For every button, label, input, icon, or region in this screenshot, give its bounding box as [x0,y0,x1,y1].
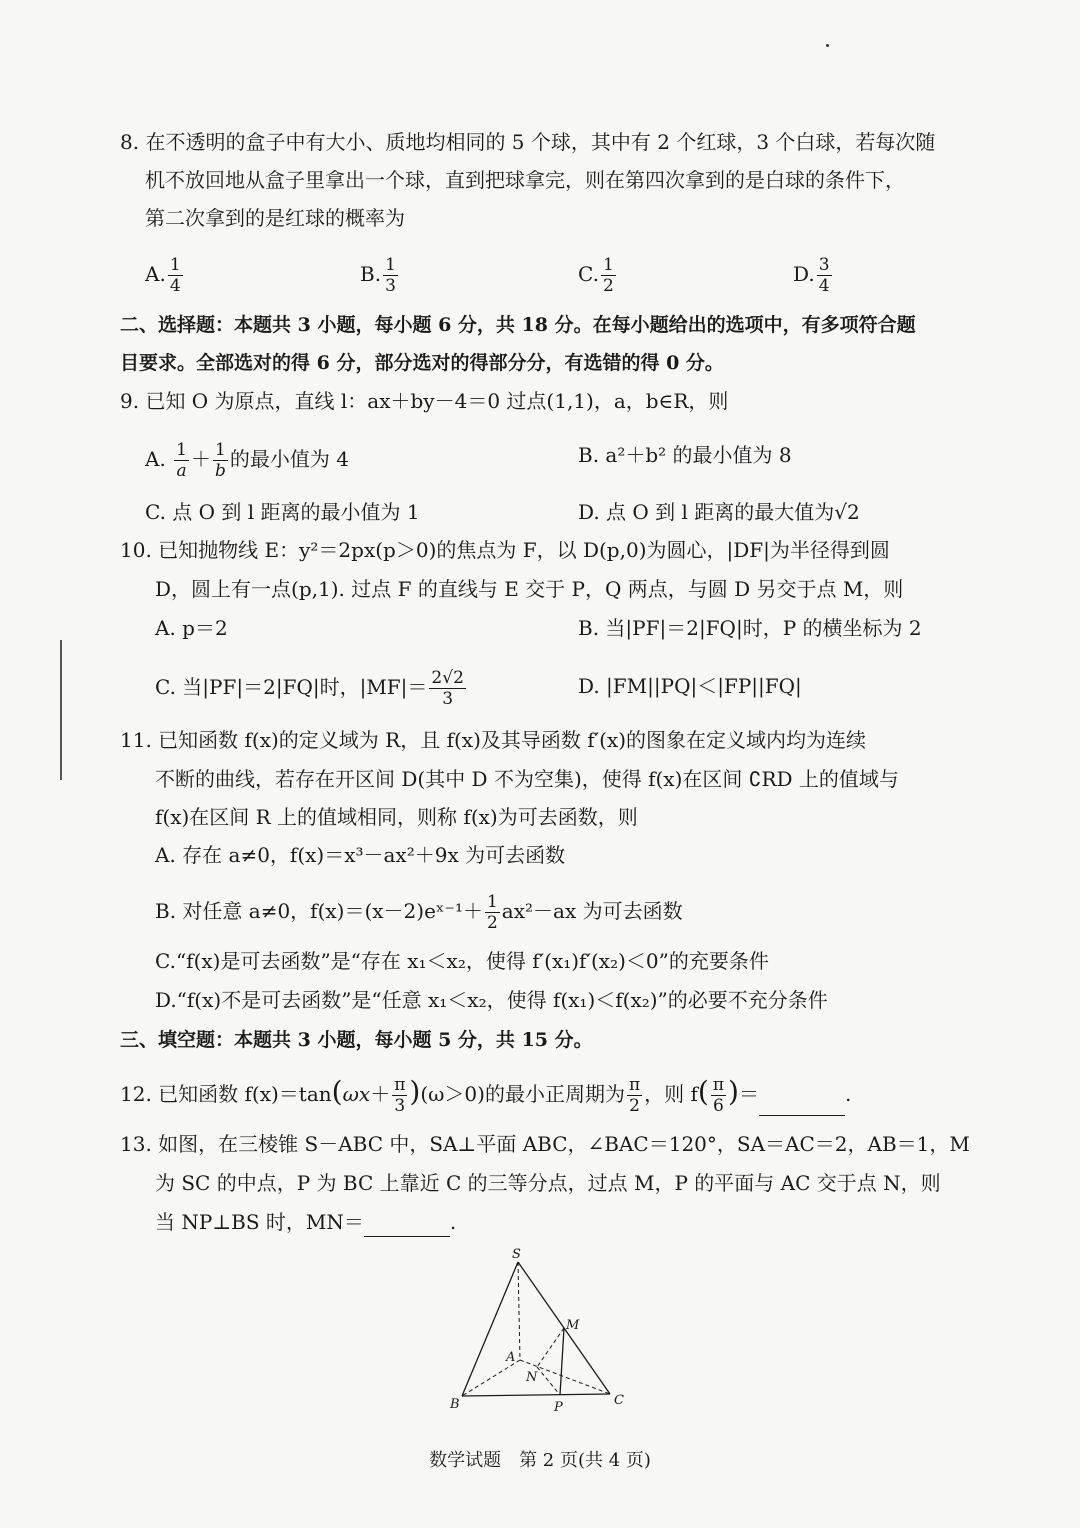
q9-option-a[interactable]: A. $\frac{1}{a}$ ＋ $\frac{1}{b}$ 的最小值为 4 [145,440,349,481]
q8-line3: 第二次拿到的是红球的概率为 [145,206,405,230]
q13-line1: 13. 如图，在三棱锥 S－ABC 中，SA⊥平面 ABC，∠BAC＝120°，SA＝AC＝2，AB＝1，M [120,1132,970,1156]
q11-option-d[interactable]: D.“f(x)不是可去函数”是“任意 x₁＜x₂，使得 f(x₁)＜f(x₂)”的必要不充分条件 [155,988,828,1012]
label-S: S [512,1248,521,1262]
option-label: C. [578,262,599,286]
label-P: P [554,1400,563,1415]
q10-option-c[interactable]: C. 当|PF|＝2|FQ|时，|MF|＝ $\frac{2√2}{3}$ [155,668,464,709]
q11-line2: 不断的曲线，若存在开区间 D(其中 D 不为空集)，使得 f(x)在区间 ∁RD 上的值域与 [155,767,899,791]
fraction: $\frac{1}{4}$ [169,255,181,296]
q10-line2: D，圆上有一点(p,1). 过点 F 的直线与 E 交于 P，Q 两点，与圆 D 另交于点 M，则 [155,577,904,601]
label-C: C [614,1393,624,1408]
segment-MN [537,1328,564,1367]
section2-line2: 目要求。全部选对的得 6 分，部分选对的得部分分，有选错的得 0 分。 [120,352,724,374]
edge-BC [462,1394,610,1396]
speck [826,44,829,47]
label-M: M [566,1318,580,1333]
q10-option-a[interactable]: A. p＝2 [155,616,228,640]
q11-option-a[interactable]: A. 存在 a≠0，f(x)＝x³－ax²＋9x 为可去函数 [155,843,566,867]
q12-line: 12. 已知函数 f(x)＝tan(ωx＋ $\frac{\pi}{3}$ )(ω＞0)的最小正周期为 $\frac{\pi}{2}$ ，则 f( $\frac{\pi}{6}$ )＝ . [120,1075,852,1116]
answer-blank[interactable] [759,1095,845,1116]
q8-option-d[interactable] [793,255,834,296]
fraction: $\frac{1}{2}$ [486,892,498,933]
label-B: B [450,1397,460,1412]
fraction: $\frac{1}{2}$ [602,255,614,296]
option-label: A. [145,262,166,286]
q9-option-b[interactable]: B. a²＋b² 的最小值为 8 [578,443,792,467]
q8-line1: 8. 在不透明的盒子中有大小、质地均相同的 5 个球，其中有 2 个红球，3 个白球，若每次随 [120,130,936,154]
edge-SB [462,1262,518,1396]
edge-SA [518,1262,520,1360]
fraction: $\frac{2√2}{3}$ [431,668,464,709]
q8-option-c[interactable] [578,255,618,296]
fraction: $\frac{1}{3}$ [385,255,396,296]
q11-option-b[interactable]: B. 对任意 a≠0，f(x)＝(x－2)eˣ⁻¹＋ $\frac{1}{2}$ ax²－ax 为可去函数 [155,892,683,933]
q13-line3: 当 NP⊥BS 时，MN＝ . [155,1207,456,1237]
q10-line1: 10. 已知抛物线 E：y²＝2px(p＞0)的焦点为 F，以 D(p,0)为圆心，|DF|为半径得到圆 [120,538,890,562]
q13-line2: 为 SC 的中点，P 为 BC 上靠近 C 的三等分点，过点 M，P 的平面与 AC 交于点 N，则 [155,1171,941,1195]
page-footer: 数学试题 第 2 页(共 4 页) [429,1450,651,1471]
q10-option-b[interactable]: B. 当|PF|＝2|FQ|时，P 的横坐标为 2 [578,616,922,640]
fraction: $\frac{\pi}{6}$ [712,1075,725,1116]
fraction: $\frac{3}{4}$ [818,255,830,296]
section3-line1: 三、填空题：本题共 3 小题，每小题 5 分，共 15 分。 [120,1029,593,1051]
tetrahedron-figure [440,1248,640,1418]
fraction: $\frac{1}{b}$ [215,440,226,481]
option-label: B. [360,262,382,286]
q11-option-c[interactable]: C.“f(x)是可去函数”是“存在 x₁＜x₂，使得 f′(x₁)f′(x₂)＜0”的充要条件 [155,949,769,973]
scan-edge-mark [60,640,62,780]
q11-line1: 11. 已知函数 f(x)的定义域为 R，且 f(x)及其导函数 f′(x)的图象在定义域内均为连续 [120,728,867,752]
q8-line2: 机不放回地从盒子里拿出一个球，直到把球拿完，则在第四次拿到的是白球的条件下， [145,168,905,192]
q9-option-c[interactable]: C. 点 O 到 l 距离的最小值为 1 [145,500,420,524]
q8-option-a[interactable] [145,255,185,296]
fraction: $\frac{\pi}{2}$ [628,1075,641,1116]
label-N: N [526,1370,538,1385]
q9-option-d[interactable]: D. 点 O 到 l 距离的最大值为√2 [578,500,860,524]
option-label: D. [793,262,815,286]
label-A: A [506,1350,516,1365]
q8-option-b[interactable] [360,255,400,296]
q10-option-d[interactable]: D. |FM||PQ|＜|FP||FQ| [578,674,802,698]
fraction: $\frac{\pi}{3}$ [394,1075,406,1116]
fraction: $\frac{1}{a}$ [176,440,187,481]
q11-line3: f(x)在区间 R 上的值域相同，则称 f(x)为可去函数，则 [155,805,638,829]
segment-MP [560,1328,564,1395]
q9-stem: 9. 已知 O 为原点，直线 l：ax＋by－4＝0 过点(1,1)，a，b∈R，则 [120,389,729,413]
edge-AB [462,1360,520,1396]
answer-blank[interactable] [364,1216,450,1237]
section2-line1: 二、选择题：本题共 3 小题，每小题 6 分，共 18 分。在每小题给出的选项中，有多项符合题 [120,314,916,336]
